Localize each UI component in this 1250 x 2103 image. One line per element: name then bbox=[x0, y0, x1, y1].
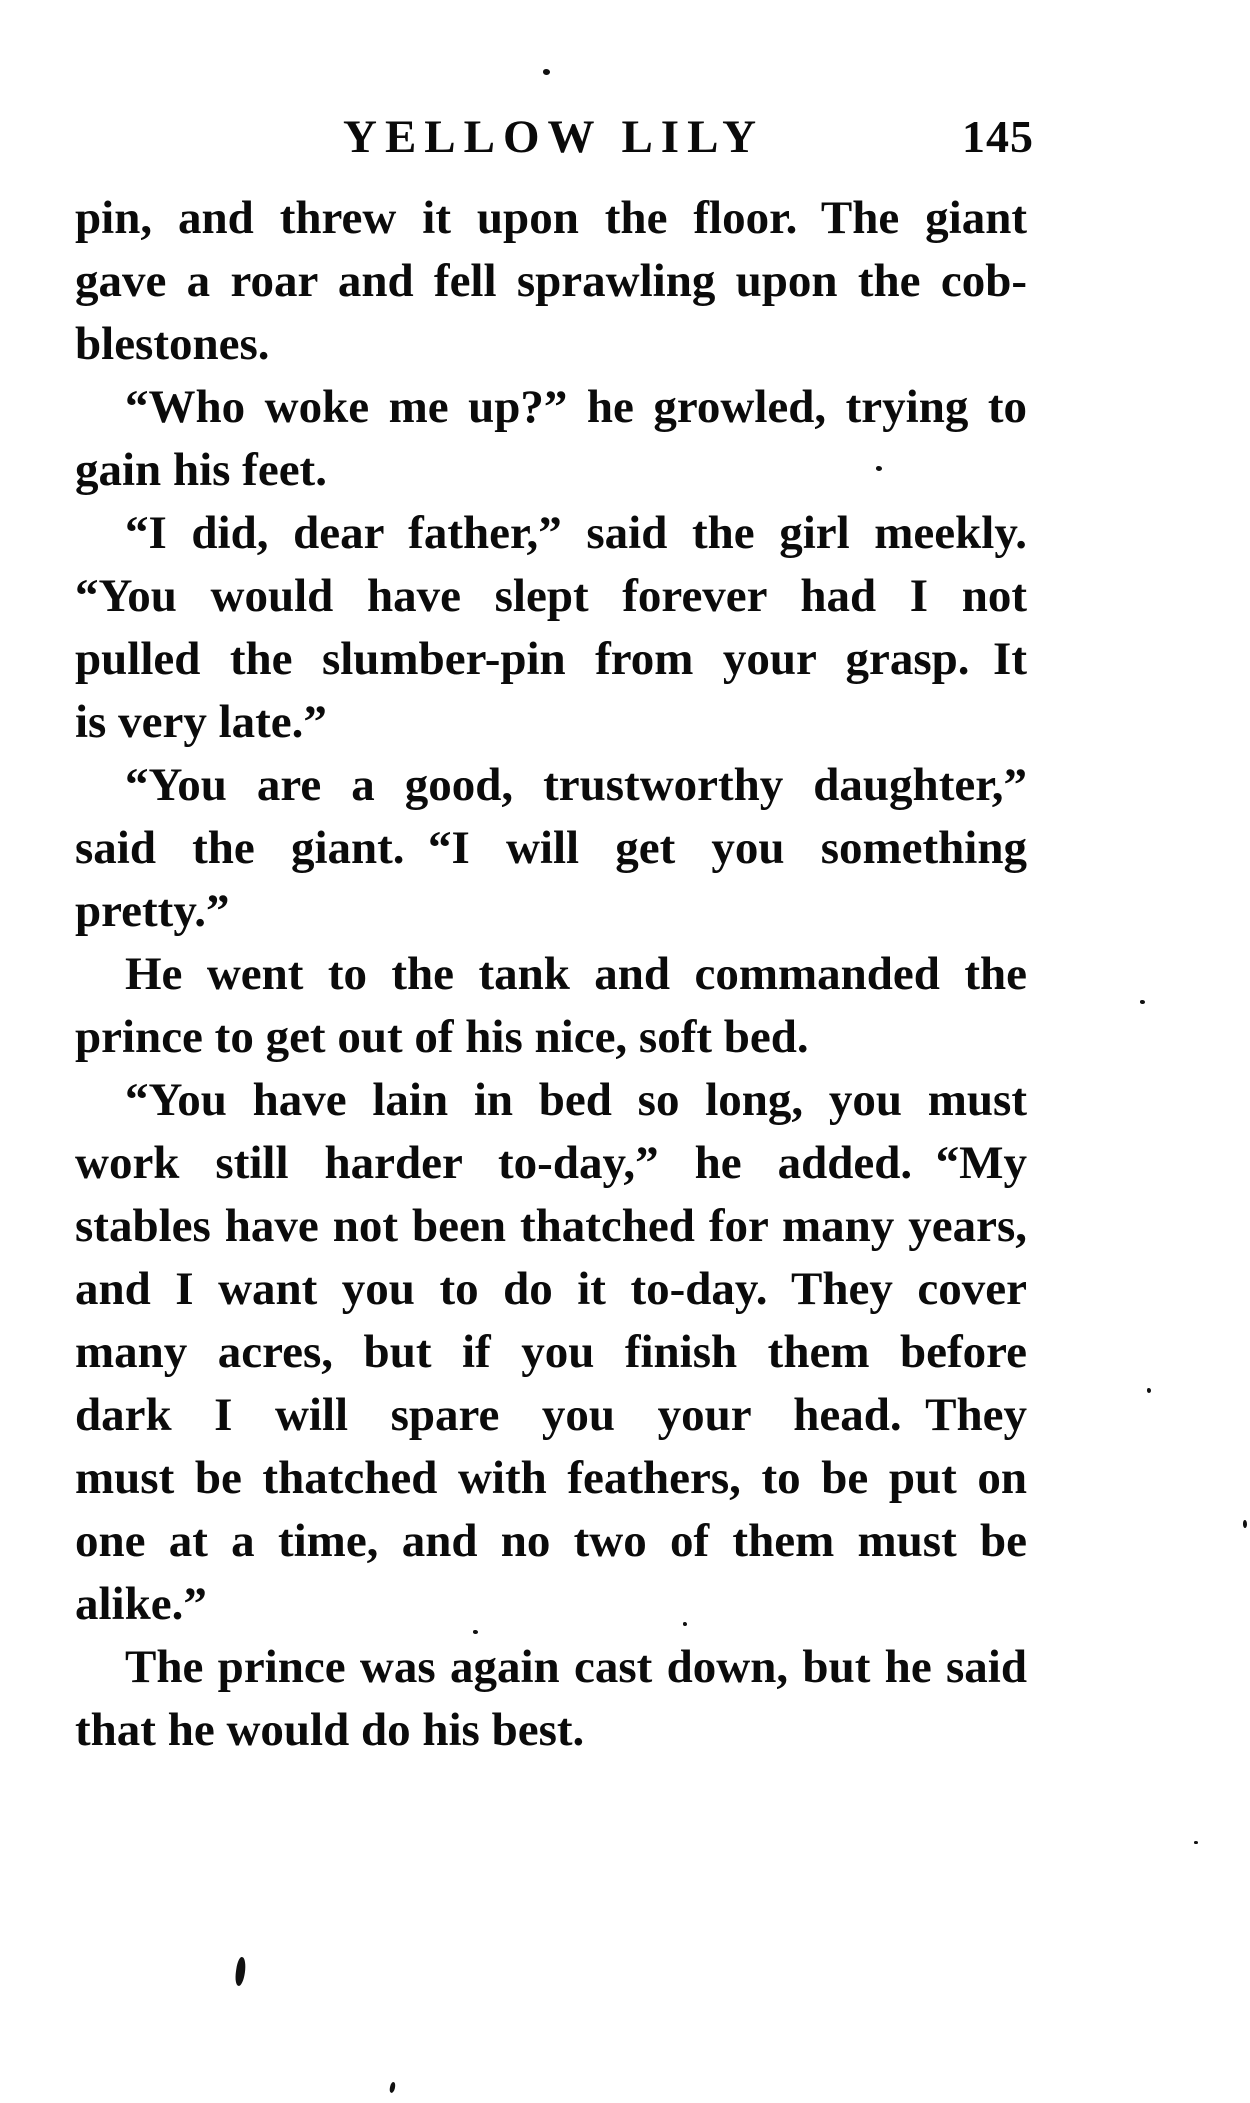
ink-speck bbox=[1243, 1520, 1247, 1528]
text-line: “I did, dear father,” said the girl meekly. bbox=[125, 507, 1027, 559]
text-line: “You are a good, trustworthy daughter,” bbox=[125, 759, 1027, 811]
paragraph bbox=[75, 754, 1027, 943]
text-line: “You would have slept forever had I not bbox=[75, 570, 1027, 622]
ink-speck bbox=[473, 1630, 478, 1634]
ink-speck bbox=[1147, 1388, 1151, 1393]
text-line: is very late.” bbox=[75, 696, 327, 748]
paragraph bbox=[75, 1636, 1027, 1762]
text-line: He went to the tank and commanded the bbox=[125, 948, 1027, 1000]
text-line: stables have not been thatched for many years, bbox=[75, 1200, 1027, 1252]
ink-speck bbox=[234, 1957, 247, 1987]
chapter-title: YELLOW LILY bbox=[343, 111, 765, 163]
ink-speck bbox=[1194, 1841, 1198, 1844]
ink-speck bbox=[1140, 1000, 1145, 1004]
text-line: pretty.” bbox=[75, 885, 230, 937]
text-line: must be thatched with feathers, to be put on bbox=[75, 1452, 1027, 1504]
text-line: work still harder to-day,” he added. “My bbox=[75, 1137, 1027, 1189]
text-line: dark I will spare you your head. They bbox=[75, 1389, 1027, 1441]
paragraph bbox=[75, 943, 1027, 1069]
ink-speck bbox=[876, 466, 882, 471]
text-line: one at a time, and no two of them must be bbox=[75, 1515, 1027, 1567]
text-line: that he would do his best. bbox=[75, 1704, 585, 1756]
text-line: pulled the slumber-pin from your grasp. It bbox=[75, 633, 1027, 685]
text-line: many acres, but if you finish them before bbox=[75, 1326, 1027, 1378]
ink-speck bbox=[543, 69, 550, 75]
text-line: “You have lain in bed so long, you must bbox=[125, 1074, 1027, 1126]
text-line: The prince was again cast down, but he said bbox=[125, 1641, 1027, 1693]
paragraph bbox=[75, 187, 1027, 376]
text-line: “Who woke me up?” he growled, trying to bbox=[125, 381, 1027, 433]
text-line: gave a roar and fell sprawling upon the cob- bbox=[75, 255, 1027, 307]
text-line: alike.” bbox=[75, 1578, 207, 1630]
page-number: 145 bbox=[962, 111, 1034, 162]
text-block bbox=[75, 187, 1027, 1762]
ink-speck bbox=[683, 1622, 687, 1626]
paragraph bbox=[75, 502, 1027, 754]
ink-speck bbox=[389, 2082, 397, 2094]
text-line: gain his feet. bbox=[75, 444, 327, 496]
text-line: blestones. bbox=[75, 318, 270, 370]
text-line: said the giant. “I will get you something bbox=[75, 822, 1027, 874]
text-line: pin, and threw it upon the floor. The giant bbox=[75, 192, 1027, 244]
text-line: prince to get out of his nice, soft bed. bbox=[75, 1011, 809, 1063]
running-head bbox=[343, 111, 1034, 163]
text-line: and I want you to do it to-day. They cover bbox=[75, 1263, 1027, 1315]
paragraph bbox=[75, 376, 1027, 502]
paragraph bbox=[75, 1069, 1027, 1636]
